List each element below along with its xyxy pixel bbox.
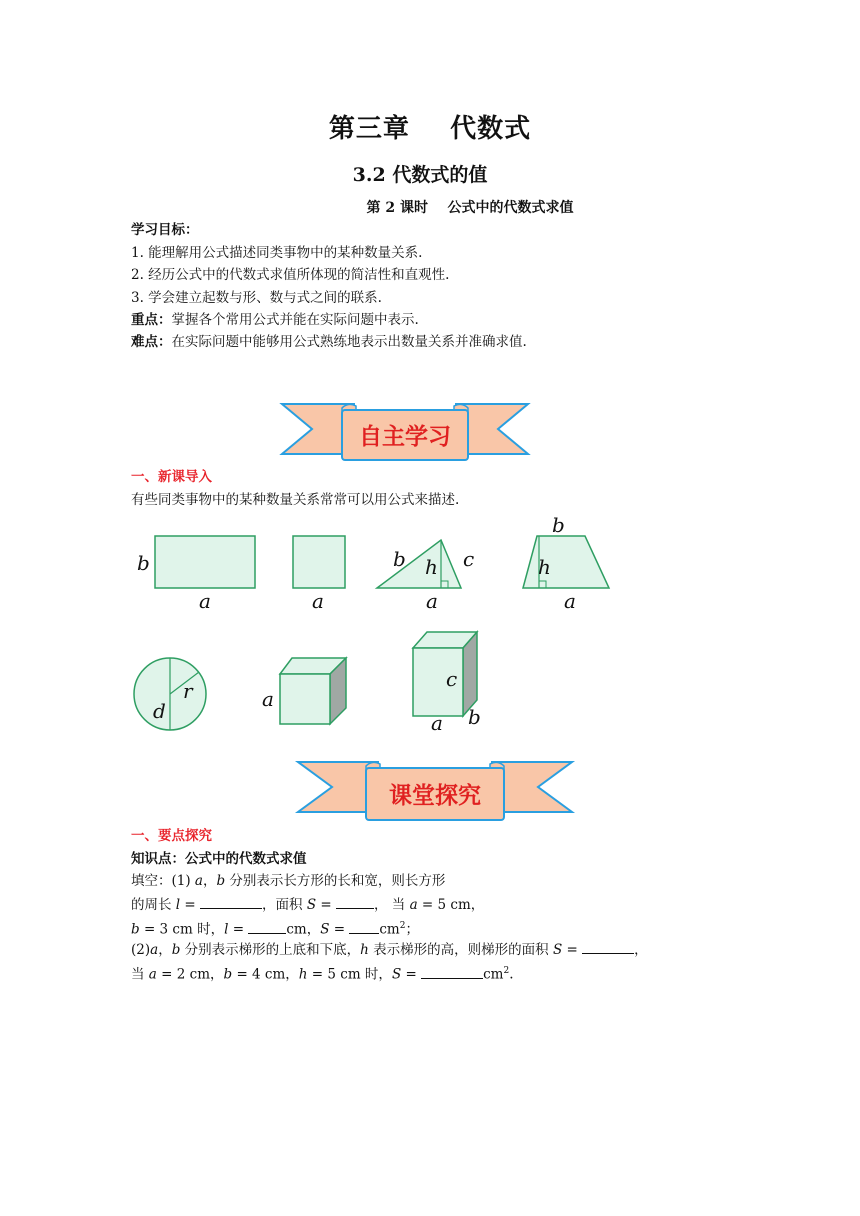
difficulty-point <box>131 333 527 351</box>
answer-blank[interactable] <box>200 895 262 909</box>
lesson-title: 第 2 课时 公式中的代数式求值 <box>366 200 574 216</box>
question-1-line-1: 填空：(1) a，b 分别表示长方形的长和宽，则长方形 <box>131 873 446 889</box>
question-2-line-1: (2)a，b 分别表示梯形的上底和下底，h 表示梯形的高，则梯形的面积 S = ， <box>131 942 648 958</box>
rect-side-label: b <box>137 551 150 575</box>
question-2-line-2: 当 a = 2 cm，b = 4 cm，h = 5 cm 时，$S = cm^2$. <box>131 966 514 983</box>
circle-figure <box>134 658 206 730</box>
trapezoid-top-label: b <box>552 513 565 537</box>
answer-blank[interactable] <box>421 965 483 979</box>
intro-text: 有些同类事物中的某种数量关系常常可以用公式来描述. <box>131 492 460 508</box>
objective-item: 2. 经历公式中的代数式求值所体现的简洁性和直观性. <box>131 267 450 283</box>
banner-class-explore-text: 课堂探究 <box>389 783 481 809</box>
triangle-figure <box>377 540 474 613</box>
rectangle-figure <box>137 536 255 613</box>
explore-heading: 一、要点探究 <box>131 828 212 844</box>
difficulty-text: 在实际问题中能够用公式熟练地表示出数量关系并准确求值. <box>171 334 527 350</box>
banner-self-study <box>278 398 532 464</box>
key-text: 掌握各个常用公式并能在实际问题中表示. <box>171 312 419 328</box>
triangle-bottom-label: a <box>426 589 438 613</box>
question-1-line-3: b = 3 cm 时，l = cm，$S = cm^2$； <box>131 921 419 938</box>
knowledge-point: 知识点：公式中的代数式求值 <box>131 851 307 867</box>
geometry-figures <box>125 512 625 740</box>
cuboid-width-label: b <box>468 705 481 729</box>
section-title: 3.2 代数式的值 <box>352 164 488 186</box>
triangle-right-label: c <box>463 547 475 571</box>
answer-blank[interactable] <box>582 940 634 954</box>
circle-diameter-label: d <box>153 699 166 723</box>
cuboid-height-label: c <box>446 667 458 691</box>
cube-edge-label: a <box>262 687 274 711</box>
answer-blank[interactable] <box>349 920 379 934</box>
cuboid-figure <box>413 632 481 735</box>
difficulty-label: 难点： <box>131 334 172 350</box>
objective-item: 1. 能理解用公式描述同类事物中的某种数量关系. <box>131 245 423 261</box>
chapter-title: 第三章 代数式 <box>328 114 532 144</box>
intro-heading: 一、新课导入 <box>131 469 212 485</box>
trapezoid-height-label: h <box>538 555 551 579</box>
objectives-title: 学习目标： <box>131 222 199 238</box>
rect-bottom-label: a <box>199 589 211 613</box>
trapezoid-figure <box>523 513 609 613</box>
square-figure <box>293 536 345 613</box>
objective-item: 3. 学会建立起数与形、数与式之间的联系. <box>131 290 382 306</box>
key-label: 重点： <box>131 312 172 328</box>
triangle-height-label: h <box>425 555 438 579</box>
trapezoid-bottom-label: a <box>564 589 576 613</box>
cuboid-length-label: a <box>431 711 443 735</box>
square-bottom-label: a <box>312 589 324 613</box>
banner-self-study-text: 自主学习 <box>359 424 451 450</box>
cube-figure <box>262 658 346 724</box>
circle-radius-label: r <box>183 679 193 703</box>
key-point <box>131 311 419 329</box>
triangle-left-label: b <box>393 547 406 571</box>
question-1-line-2: 的周长 l = ，面积 S = ， 当 a = 5 cm， <box>131 897 485 913</box>
answer-blank[interactable] <box>248 920 286 934</box>
answer-blank[interactable] <box>336 895 374 909</box>
banner-class-explore <box>294 756 576 824</box>
